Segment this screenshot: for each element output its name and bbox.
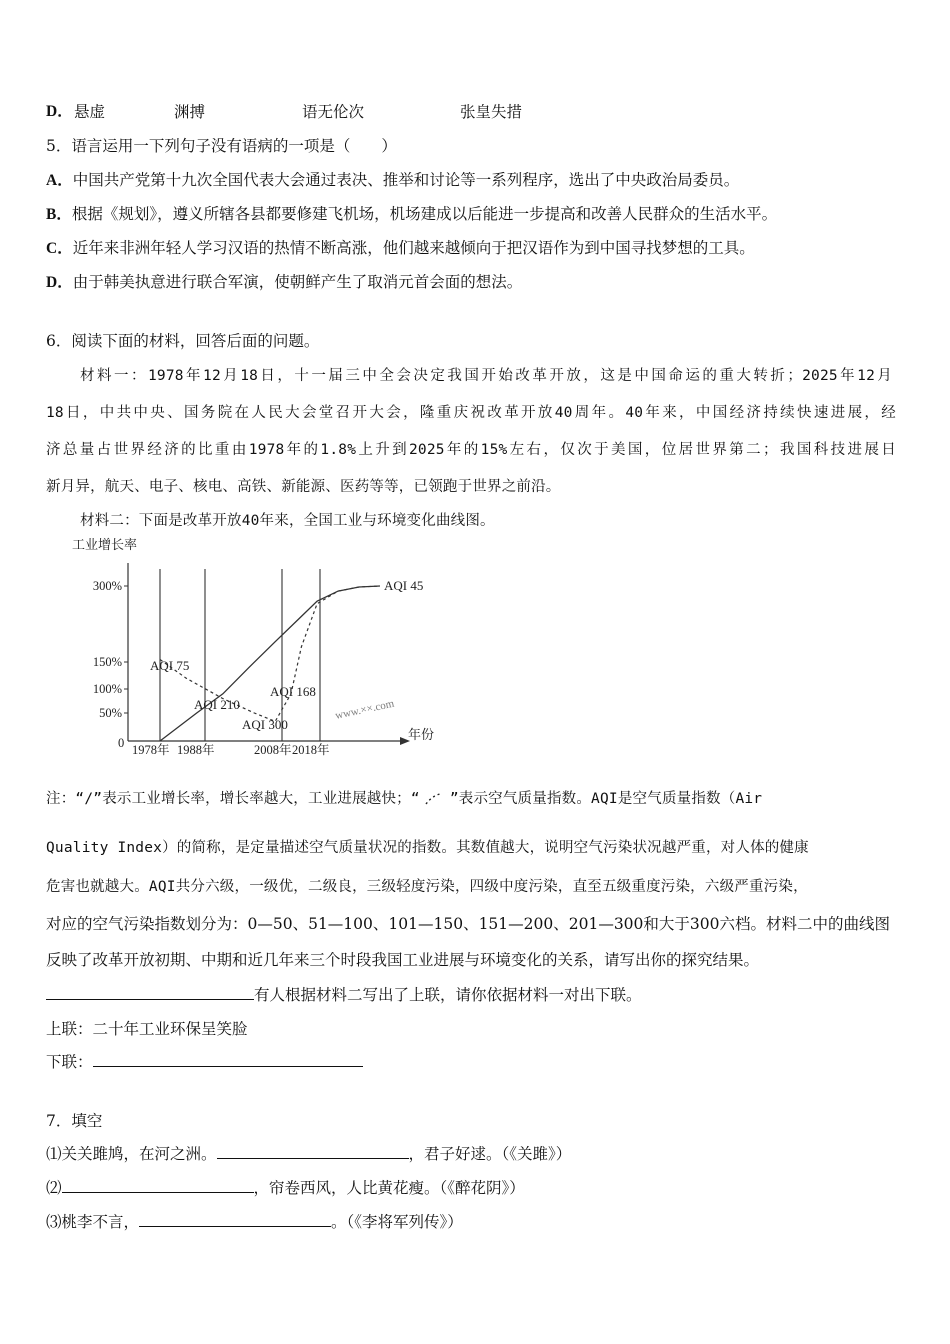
chart-xtick-label-4: 2018年 — [292, 743, 330, 757]
couplet-lower-blank[interactable] — [93, 1052, 363, 1067]
chart-xtick-label-1: 1978年 — [132, 743, 170, 757]
chart-ytick-label-1: 100% — [92, 682, 122, 696]
q6-material1-line2: 18日，中共中央、国务院在人民大会堂召开大会，隆重庆祝改革开放40周年。40年来，中国经济持续快速进展，经 — [46, 405, 896, 421]
q4-word-4: 张皇失措 — [460, 103, 523, 121]
chart-annotation-3: AQI 168 — [270, 684, 316, 699]
industry-environment-chart — [70, 533, 450, 759]
q6-stem: 6．阅读下面的材料，回答后面的问题。 — [46, 332, 320, 350]
q6-answer-line: 有人根据材料二写出了上联，请你依据材料一对出下联。 — [46, 985, 642, 1005]
q5-option-d: D．由于韩美执意进行联合军演，使朝鲜产生了取消元首会面的想法。 — [46, 273, 523, 291]
q6-body-line2: 反映了改革开放初期、中期和近几年来三个时段我国工业进展与环境变化的关系，请写出你的探究结果。 — [46, 951, 760, 969]
chart-ytick-label-2: 150% — [92, 655, 122, 669]
q4-option-d-label: D． — [46, 103, 73, 120]
q7-item-1: ⑴关关雎鸠，在河之洲。 ，君子好逑。（《关雎》） — [46, 1145, 572, 1163]
chart-ytick-label-3: 300% — [92, 579, 122, 593]
q6-material2: 材料二：下面是改革开放40年来，全国工业与环境变化曲线图。 — [80, 513, 495, 529]
q5-stem: 5．语言运用一下列句子没有语病的一项是（ ） — [46, 137, 397, 155]
chart-annotation-1: AQI 210 — [194, 697, 240, 712]
q6-answer-blank[interactable] — [46, 985, 254, 1000]
chart-xlabel: 年份 — [408, 727, 435, 742]
chart-series-aqi — [160, 586, 380, 721]
dashed-curve-icon — [420, 792, 450, 806]
couplet-upper: 上联：二十年工业环保呈笑脸 — [46, 1020, 248, 1038]
q5-option-a: A．中国共产党第十九次全国代表大会通过表决、推举和讨论等一系列程序，选出了中央政治局委员。 — [46, 171, 740, 189]
q7-item-3-blank[interactable] — [139, 1212, 331, 1227]
q6-note-line3: 危害也就越大。AQI共分六级，一级优，二级良，三级轻度污染，四级中度污染，直至五级重度污染，六级严重污染， — [46, 879, 808, 895]
chart-ylabel: 工业增长率 — [72, 537, 138, 552]
q4-word-2: 渊搏 — [174, 103, 206, 121]
q7-stem: 7．填空 — [46, 1112, 103, 1130]
chart-xtick-label-2: 1988年 — [177, 743, 215, 757]
chart-annotation-2: AQI 300 — [242, 717, 288, 732]
chart-xtick-label-0: 0 — [118, 736, 125, 750]
q4-word-3: 语无伦次 — [302, 103, 365, 121]
q7-item-2-blank[interactable] — [62, 1178, 254, 1193]
q7-item-2: ⑵ ，帘卷西风，人比黄花瘦。（《醉花阴》） — [46, 1179, 525, 1197]
q6-material1-line1: 材料一：1978年12月18日，十一届三中全会决定我国开始改革开放，这是中国命运的重大转折；2025年12月 — [80, 368, 892, 384]
chart-watermark: www.××.com — [334, 697, 396, 722]
chart-annotation-0: AQI 75 — [150, 658, 190, 673]
q5-option-c: C．近年来非洲年轻人学习汉语的热情不断高涨，他们越来越倾向于把汉语作为到中国寻找梦想的工具。 — [46, 239, 755, 257]
q7-item-1-blank[interactable] — [217, 1144, 409, 1159]
q6-body-line1: 对应的空气污染指数划分为：0—50、51—100、101—150、151—200、201—300和大于300六档。材料二中的曲线图 — [46, 915, 890, 933]
q6-note-line2: Quality Index）的简称，是定量描述空气质量状况的指数。其数值越大，说明空气污染状况越严重，对人体的健康 — [46, 840, 809, 856]
q7-item-3: ⑶桃李不言， 。（《李将军列传》） — [46, 1213, 463, 1231]
chart-xtick-label-3: 2008年 — [254, 743, 292, 757]
q6-material1-line4: 新月异，航天、电子、核电、高铁、新能源、医药等等，已领跑于世界之前沿。 — [46, 479, 561, 495]
q4-word-1: 悬虚 — [74, 103, 106, 121]
q6-material1-line3: 济总量占世界经济的比重由1978年的1.8%上升到2025年的15%左右，仅次于美国，位居世界第二；我国科技进展日 — [46, 442, 896, 458]
chart-ytick-label-0: 50% — [99, 706, 122, 720]
q5-option-b: B．根据《规划》，遵义所辖各县都要修建飞机场，机场建成以后能进一步提高和改善人民群众的生活水平。 — [46, 205, 778, 223]
chart-annotation-4: AQI 45 — [384, 578, 424, 593]
couplet-lower: 下联： — [46, 1052, 363, 1072]
q6-note-line1: 注：“/”表示工业增长率，增长率越大，工业进展越快；“ ”表示空气质量指数。AQI是空气质量指数（Air — [46, 791, 763, 807]
